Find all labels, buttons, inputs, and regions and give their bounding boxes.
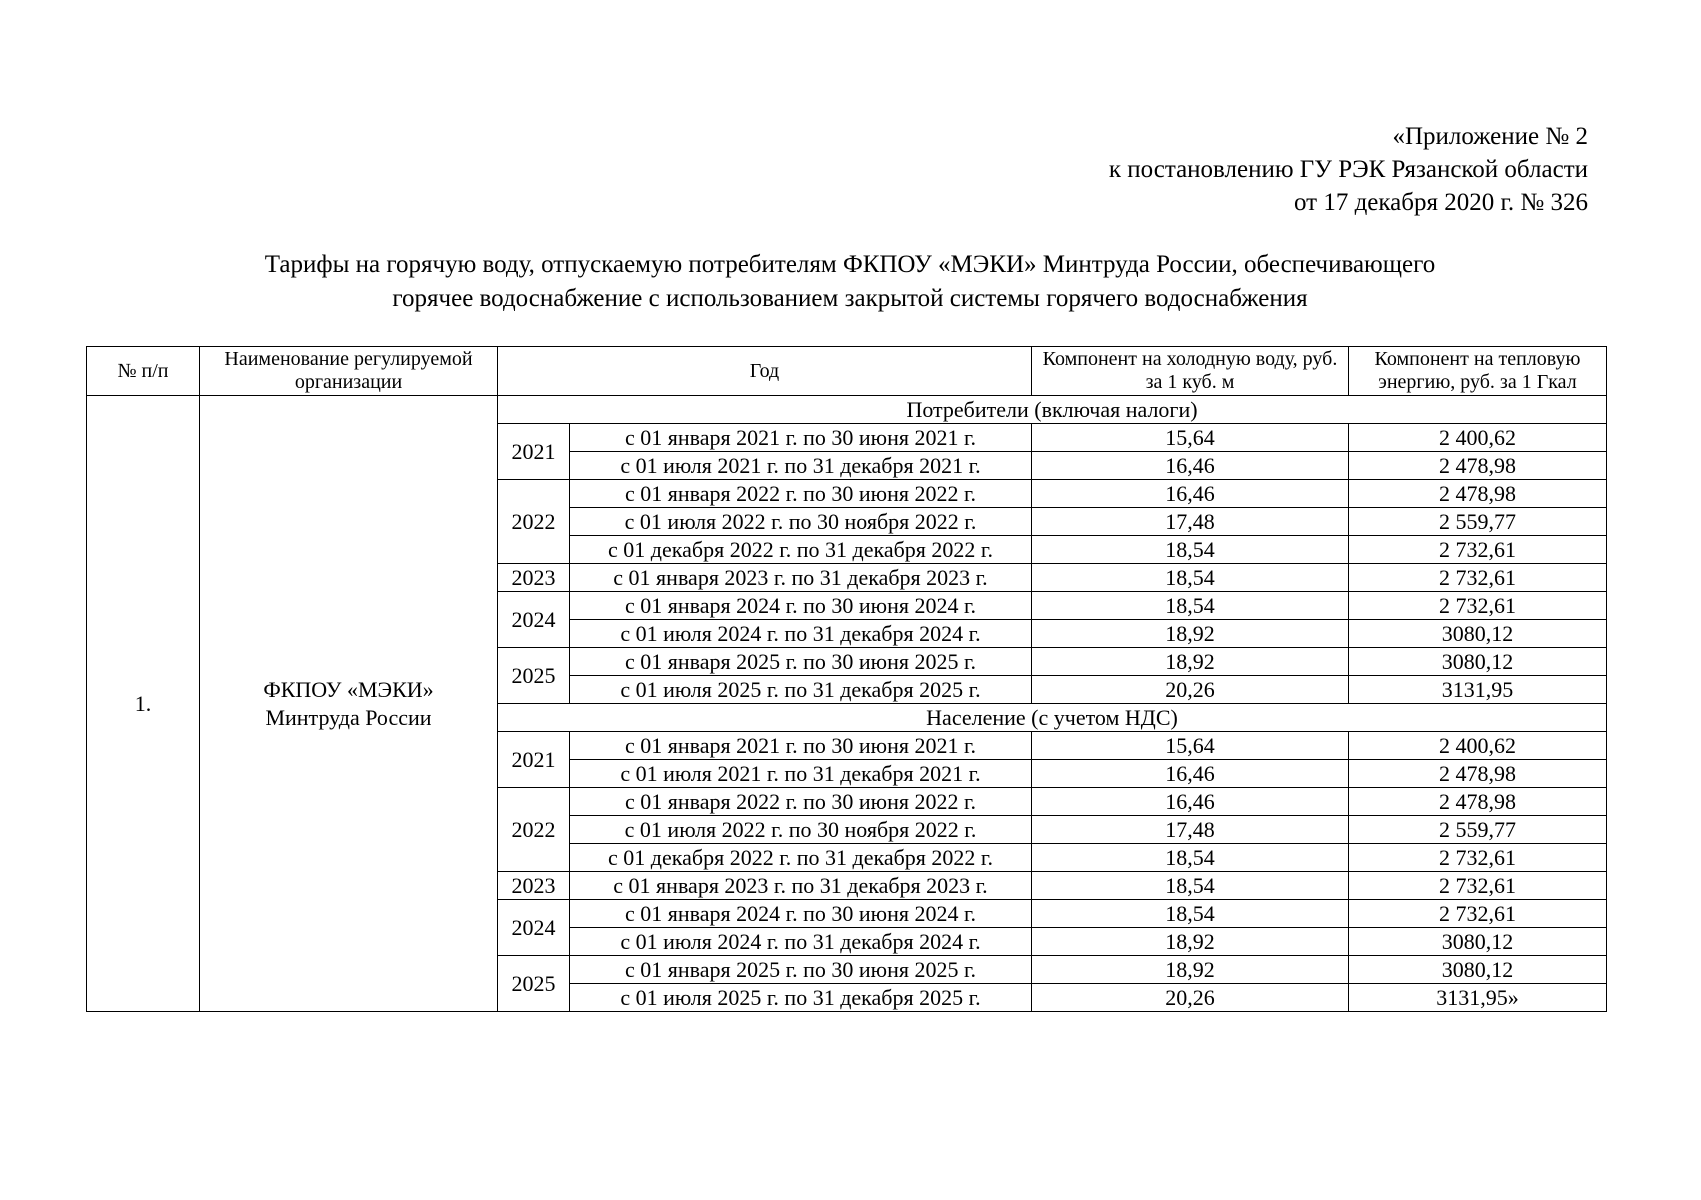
heat-energy-cell: 2 732,61 xyxy=(1349,536,1607,564)
heat-energy-cell: 2 559,77 xyxy=(1349,816,1607,844)
heat-energy-cell: 2 732,61 xyxy=(1349,900,1607,928)
appendix-line-3: от 17 декабря 2020 г. № 326 xyxy=(1293,189,1588,216)
cold-water-cell: 20,26 xyxy=(1032,984,1349,1012)
heat-energy-cell: 2 732,61 xyxy=(1349,592,1607,620)
header-organization: Наименование регулируемой организации xyxy=(200,347,498,396)
period-cell: с 01 января 2024 г. по 30 июня 2024 г. xyxy=(570,592,1032,620)
cold-water-cell: 18,92 xyxy=(1032,928,1349,956)
cold-water-cell: 16,46 xyxy=(1032,480,1349,508)
year-cell: 2022 xyxy=(498,480,570,564)
header-heat-energy: Компонент на тепловую энергию, руб. за 1 Гкал xyxy=(1349,347,1607,396)
period-cell: с 01 января 2023 г. по 31 декабря 2023 г. xyxy=(570,872,1032,900)
period-cell: с 01 января 2024 г. по 30 июня 2024 г. xyxy=(570,900,1032,928)
period-cell: с 01 января 2023 г. по 31 декабря 2023 г. xyxy=(570,564,1032,592)
cold-water-cell: 18,54 xyxy=(1032,872,1349,900)
organization-name xyxy=(200,396,498,1012)
group-label: Потребители (включая налоги) xyxy=(498,396,1607,424)
title-line-2: горячее водоснабжение с использованием закрытой системы горячего водоснабжения xyxy=(392,285,1308,312)
header-year: Год xyxy=(498,347,1032,396)
cold-water-cell: 16,46 xyxy=(1032,452,1349,480)
year-cell: 2021 xyxy=(498,424,570,480)
group-label: Население (с учетом НДС) xyxy=(498,704,1607,732)
heat-energy-cell: 2 478,98 xyxy=(1349,452,1607,480)
year-cell: 2024 xyxy=(498,900,570,956)
cold-water-cell: 17,48 xyxy=(1032,508,1349,536)
heat-energy-cell: 3080,12 xyxy=(1349,648,1607,676)
heat-energy-cell: 3080,12 xyxy=(1349,928,1607,956)
heat-energy-cell: 2 732,61 xyxy=(1349,564,1607,592)
cold-water-cell: 18,54 xyxy=(1032,844,1349,872)
cold-water-cell: 18,54 xyxy=(1032,564,1349,592)
tariff-table xyxy=(86,346,1607,1012)
cold-water-cell: 18,92 xyxy=(1032,648,1349,676)
cold-water-cell: 15,64 xyxy=(1032,732,1349,760)
heat-energy-cell: 2 400,62 xyxy=(1349,732,1607,760)
group-row xyxy=(87,396,1607,424)
period-cell: с 01 июля 2024 г. по 31 декабря 2024 г. xyxy=(570,928,1032,956)
period-cell: с 01 января 2021 г. по 30 июня 2021 г. xyxy=(570,732,1032,760)
cold-water-cell: 20,26 xyxy=(1032,676,1349,704)
heat-energy-cell: 3131,95» xyxy=(1349,984,1607,1012)
period-cell: с 01 июля 2022 г. по 30 ноября 2022 г. xyxy=(570,816,1032,844)
row-number: 1. xyxy=(87,396,200,1012)
year-cell: 2023 xyxy=(498,564,570,592)
cold-water-cell: 16,46 xyxy=(1032,760,1349,788)
period-cell: с 01 января 2025 г. по 30 июня 2025 г. xyxy=(570,648,1032,676)
period-cell: с 01 июля 2025 г. по 31 декабря 2025 г. xyxy=(570,676,1032,704)
document-title xyxy=(150,248,1550,316)
heat-energy-cell: 2 559,77 xyxy=(1349,508,1607,536)
cold-water-cell: 17,48 xyxy=(1032,816,1349,844)
year-cell: 2025 xyxy=(498,956,570,1012)
heat-energy-cell: 2 732,61 xyxy=(1349,872,1607,900)
cold-water-cell: 16,46 xyxy=(1032,788,1349,816)
year-cell: 2021 xyxy=(498,732,570,788)
cold-water-cell: 18,54 xyxy=(1032,536,1349,564)
year-cell: 2022 xyxy=(498,788,570,872)
heat-energy-cell: 3080,12 xyxy=(1349,956,1607,984)
year-cell: 2025 xyxy=(498,648,570,704)
header-number: № п/п xyxy=(87,347,200,396)
organization-name-line-2: Минтруда России xyxy=(265,704,432,730)
period-cell: с 01 декабря 2022 г. по 31 декабря 2022 г. xyxy=(570,844,1032,872)
period-cell: с 01 июля 2021 г. по 31 декабря 2021 г. xyxy=(570,760,1032,788)
appendix-line-2: к постановлению ГУ РЭК Рязанской области xyxy=(1108,156,1588,183)
cold-water-cell: 18,92 xyxy=(1032,956,1349,984)
tariff-table-body xyxy=(87,396,1607,1012)
heat-energy-cell: 2 732,61 xyxy=(1349,844,1607,872)
cold-water-cell: 18,92 xyxy=(1032,620,1349,648)
title-line-1: Тарифы на горячую воду, отпускаемую потребителям ФКПОУ «МЭКИ» Минтруда России, обеспечивающего xyxy=(264,251,1436,278)
table-header-row xyxy=(87,347,1607,396)
period-cell: с 01 декабря 2022 г. по 31 декабря 2022 г. xyxy=(570,536,1032,564)
organization-name-line-1: ФКПОУ «МЭКИ» xyxy=(263,676,434,702)
appendix-line-1: «Приложение № 2 xyxy=(1392,123,1588,150)
heat-energy-cell: 2 478,98 xyxy=(1349,480,1607,508)
period-cell: с 01 января 2022 г. по 30 июня 2022 г. xyxy=(570,480,1032,508)
period-cell: с 01 января 2022 г. по 30 июня 2022 г. xyxy=(570,788,1032,816)
cold-water-cell: 18,54 xyxy=(1032,592,1349,620)
cold-water-cell: 18,54 xyxy=(1032,900,1349,928)
period-cell: с 01 июля 2022 г. по 30 ноября 2022 г. xyxy=(570,508,1032,536)
year-cell: 2024 xyxy=(498,592,570,648)
period-cell: с 01 января 2021 г. по 30 июня 2021 г. xyxy=(570,424,1032,452)
appendix-reference xyxy=(1109,120,1588,219)
header-cold-water: Компонент на холодную воду, руб. за 1 куб. м xyxy=(1032,347,1349,396)
period-cell: с 01 июля 2021 г. по 31 декабря 2021 г. xyxy=(570,452,1032,480)
heat-energy-cell: 2 400,62 xyxy=(1349,424,1607,452)
heat-energy-cell: 2 478,98 xyxy=(1349,760,1607,788)
heat-energy-cell: 3080,12 xyxy=(1349,620,1607,648)
cold-water-cell: 15,64 xyxy=(1032,424,1349,452)
period-cell: с 01 июля 2024 г. по 31 декабря 2024 г. xyxy=(570,620,1032,648)
heat-energy-cell: 3131,95 xyxy=(1349,676,1607,704)
year-cell: 2023 xyxy=(498,872,570,900)
period-cell: с 01 июля 2025 г. по 31 декабря 2025 г. xyxy=(570,984,1032,1012)
period-cell: с 01 января 2025 г. по 30 июня 2025 г. xyxy=(570,956,1032,984)
heat-energy-cell: 2 478,98 xyxy=(1349,788,1607,816)
